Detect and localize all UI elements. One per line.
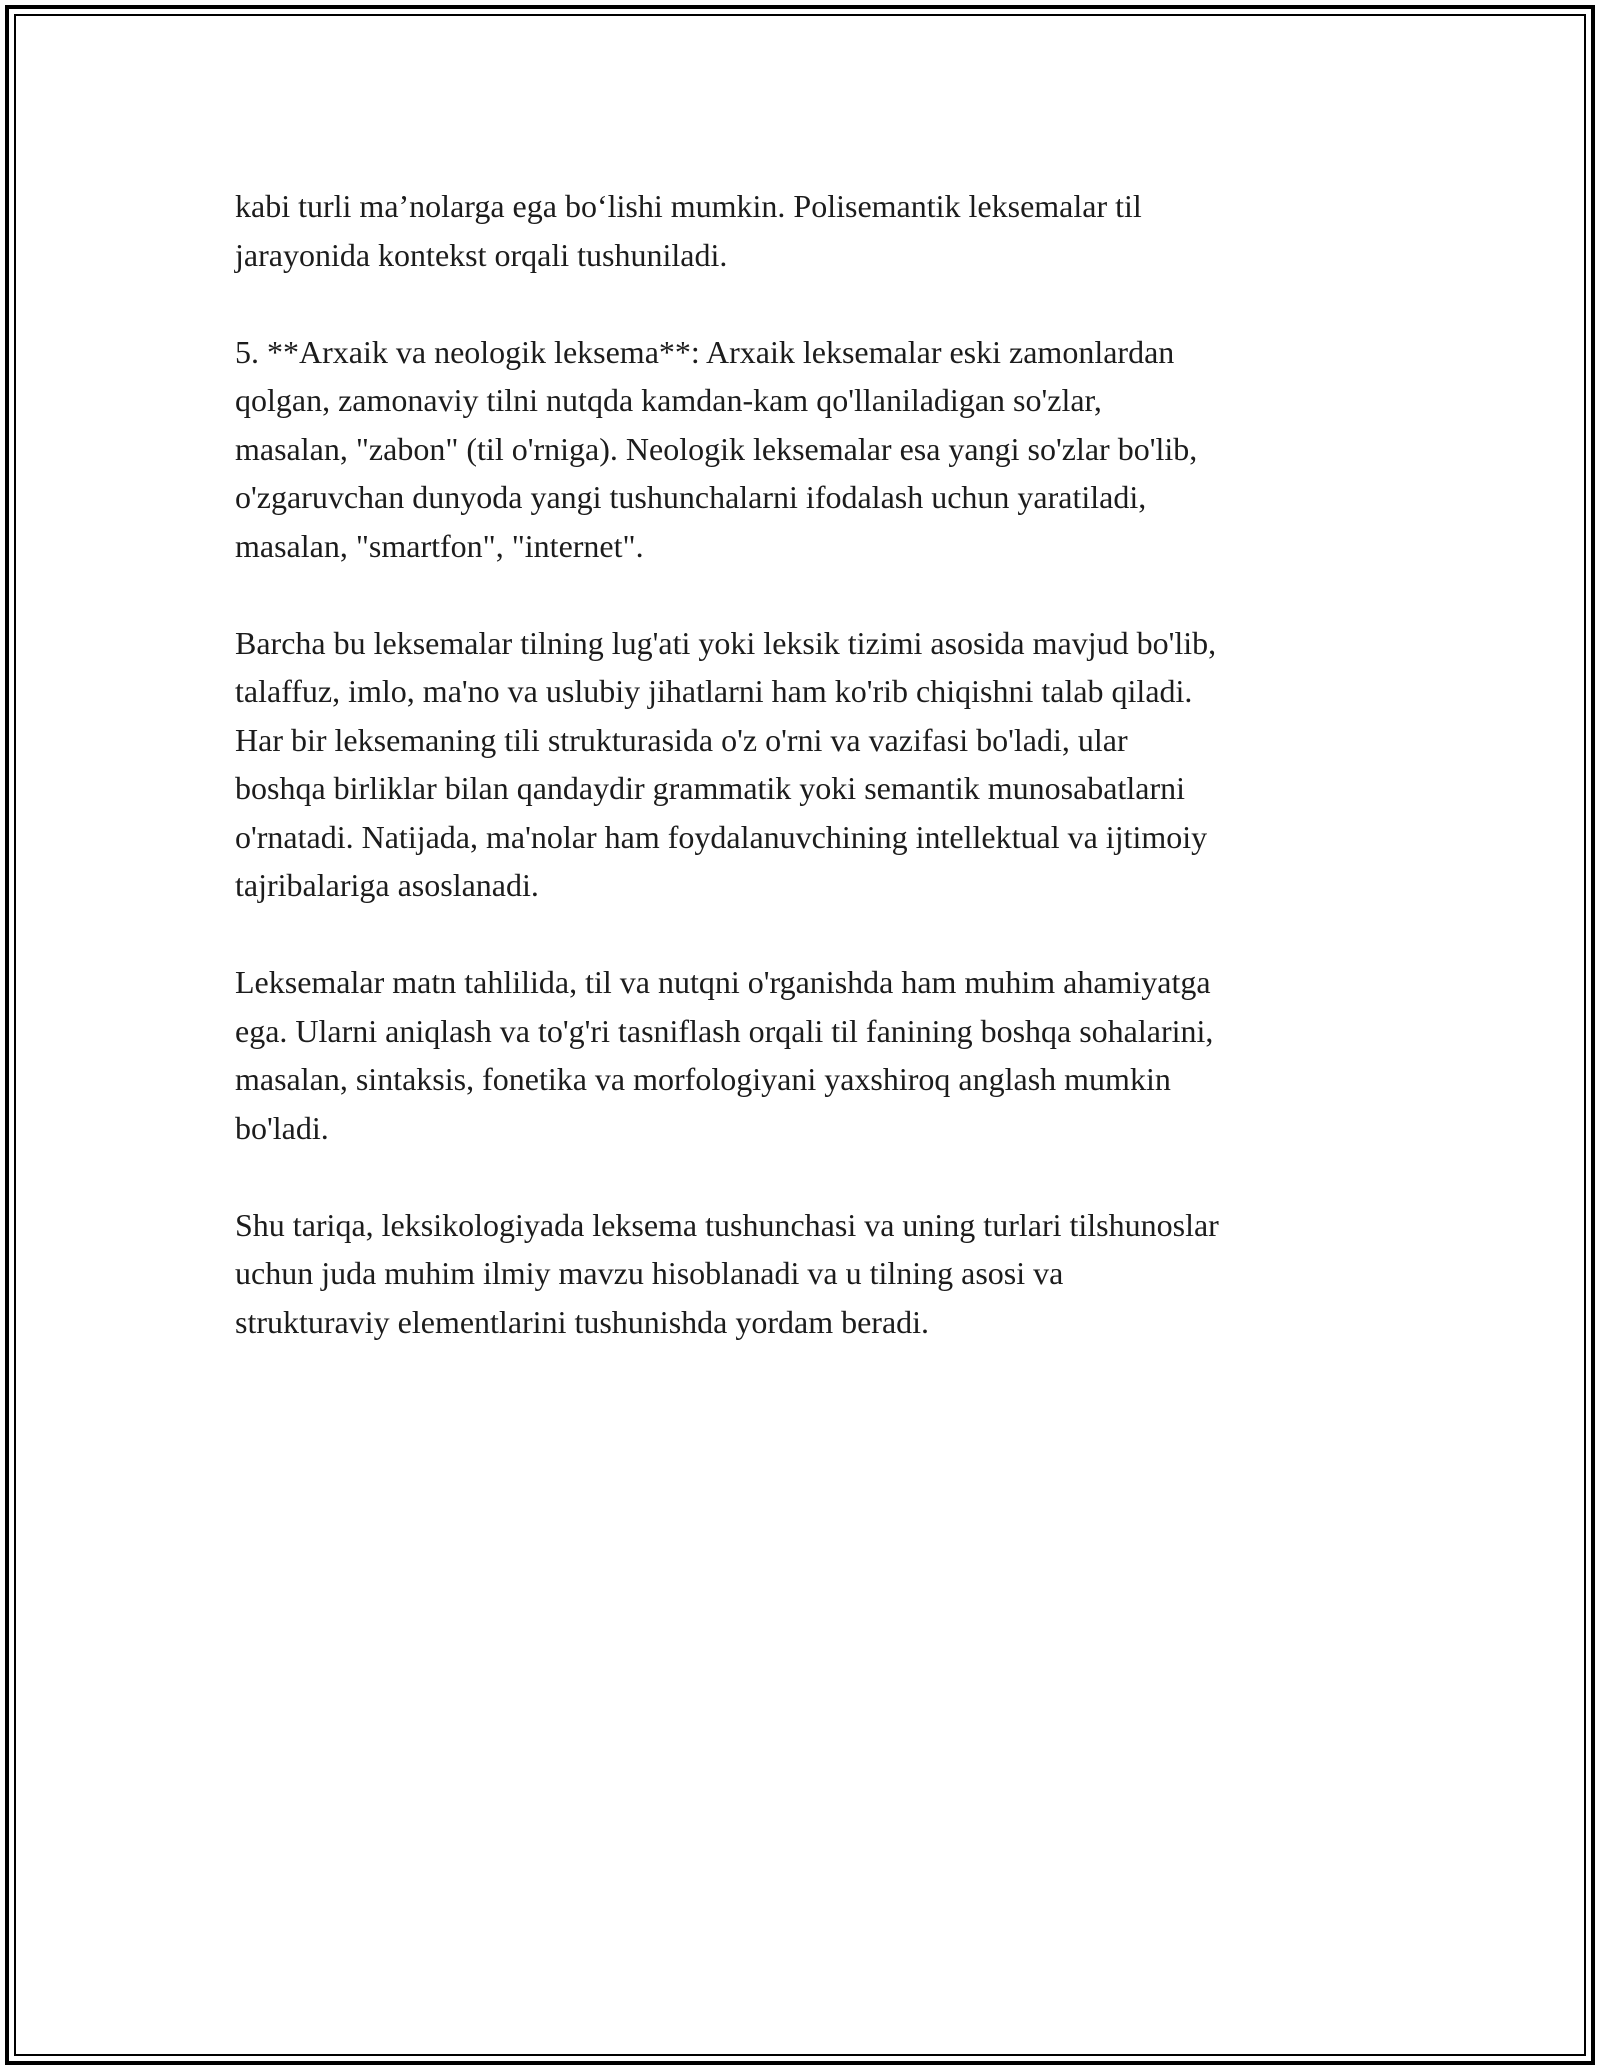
paragraph-conclusion: Shu tariqa, leksikologiyada leksema tushunchasi va uning turlari tilshunoslar uchun juda muhim ilmiy mavzu hisoblanadi va u tilning asosi va strukturaviy elementlarini tushunishda yordam beradi. (235, 1206, 1219, 1340)
paragraph-archaic-neologic: 5. **Arxaik va neologik leksema**: Arxaik leksemalar eski zamonlardan qolgan, zamonaviy tilni nutqda kamdan-kam qo'llaniladigan so'zlar, masalan, "zabon" (til o'rniga). Neologik leksemalar esa yangi so'zlar bo'lib, o'zgaruvchan dunyoda yangi tushunchalarni ifodalash uchun yaratiladi, masalan, "smartfon", "internet". (235, 333, 1198, 564)
paragraph-text-analysis: Leksemalar matn tahlilida, til va nutqni o'rganishda ham muhim ahamiyatga ega. Ularni aniqlash va to'g'ri tasniflash orqali til fanining boshqa sohalarini, masalan, sintaksis, fonetika va morfologiyani yaxshiroq anglash mumkin bo'ladi. (235, 964, 1214, 1146)
paragraph-polysemantic-continuation: kabi turli ma’nolarga ega bo‘lishi mumkin. Polisemantik leksemalar til jarayonida kontekst orqali tushuniladi. (235, 188, 1142, 273)
paragraph-lexical-system: Barcha bu leksemalar tilning lug'ati yoki leksik tizimi asosida mavjud bo'lib, talaffuz, imlo, ma'no va uslubiy jihatlarni ham ko'rib chiqishni talab qiladi. Har bir leksemaning tili strukturasida o'z o'rni va vazifasi bo'ladi, ular boshqa birliklar bilan qandaydir grammatik yoki semantik munosabatlarni o'rnatadi. Natijada, ma'nolar ham foydalanuvchining intellektual va ijtimoiy tajribalariga asoslanadi. (235, 624, 1217, 903)
document-body (235, 182, 1385, 1346)
